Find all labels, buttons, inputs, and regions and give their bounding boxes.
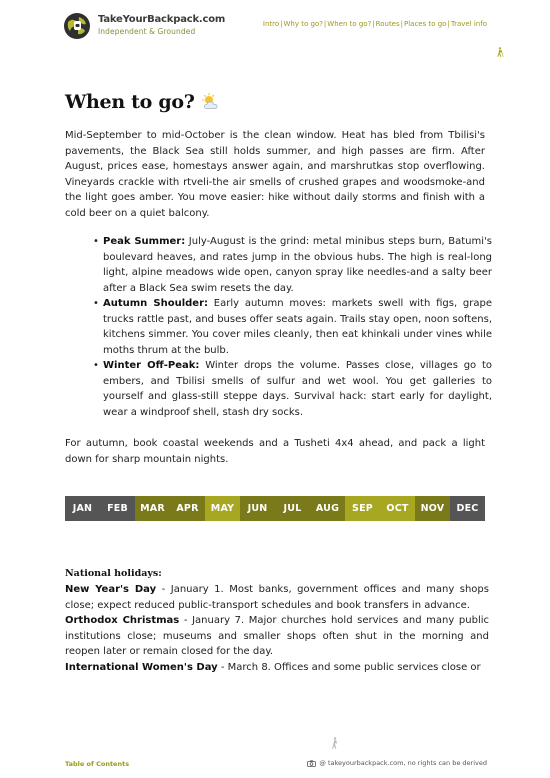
brand-tagline: Independent & Grounded — [98, 27, 196, 36]
holidays-list — [65, 582, 489, 675]
month-may: MAY — [205, 496, 240, 521]
month-strip — [65, 496, 485, 521]
month-jul: JUL — [275, 496, 310, 521]
month-jun: JUN — [240, 496, 275, 521]
list-item — [65, 660, 489, 676]
table-of-contents-link[interactable]: Table of Contents — [65, 760, 130, 768]
footer-copyright — [307, 759, 487, 767]
holidays-heading: National holidays: — [65, 568, 162, 579]
bullet: • — [93, 360, 99, 371]
hiker-icon — [495, 47, 505, 57]
season-text: Winter drops the volume. Passes close, villages go to embers, and Tbilisi smells of sulfur and wet wool. You get galleries to yourself and glass-still steppe days. Survival hack: start early for daylight, wear a windproof shell, stash dry socks. — [103, 360, 492, 418]
month-oct: OCT — [380, 496, 415, 521]
month-mar: MAR — [135, 496, 170, 521]
holiday-name: Orthodox Christmas — [65, 615, 180, 626]
list-item — [93, 358, 492, 420]
sun-behind-cloud-icon — [201, 93, 221, 111]
intro-paragraph: Mid-September to mid-October is the clean window. Heat has bled from Tbilisi's pavements, the Black Sea still holds summer, and high passes are firm. After August, prices ease, homestays answer again, and marshrutkas stop overflowing. Vineyards crackle with rtveli-the air smells of crushed grapes and woodsmoke-and the light goes amber. You move easier: hike without daily storms and finish with a cold beer on a quiet balcony. — [65, 130, 485, 219]
season-term: Winter Off-Peak: — [103, 360, 200, 371]
hiker-icon — [330, 737, 340, 749]
title-row — [65, 91, 221, 113]
month-apr: APR — [170, 496, 205, 521]
nav-separator: | — [372, 20, 375, 28]
copyright-text: @ takeyourbackpack.com, no rights can be derived — [319, 759, 487, 767]
month-jan: JAN — [65, 496, 100, 521]
holiday-text: - March 8. Offices and some public services close or — [217, 661, 481, 673]
list-item — [93, 234, 492, 296]
month-nov: NOV — [415, 496, 450, 521]
nav-separator: | — [447, 20, 450, 28]
page-title: When to go? — [65, 91, 195, 113]
nav-item-places-to-go[interactable]: Places to go — [404, 20, 447, 28]
season-term: Peak Summer: — [103, 236, 186, 247]
brand-name[interactable]: TakeYourBackpack.com — [98, 14, 226, 25]
nav-item-routes[interactable]: Routes — [375, 20, 400, 28]
month-dec: DEC — [450, 496, 485, 521]
month-feb: FEB — [100, 496, 135, 521]
nav-separator: | — [400, 20, 403, 28]
season-term: Autumn Shoulder: — [103, 298, 208, 309]
month-sep: SEP — [345, 496, 380, 521]
globe-backpack-logo-icon[interactable] — [63, 12, 91, 40]
autumn-note: For autumn, book coastal weekends and a Tusheti 4x4 ahead, and pack a light down for sharp mountain nights. — [65, 438, 485, 465]
holiday-name: International Women's Day — [65, 661, 218, 673]
month-aug: AUG — [310, 496, 345, 521]
nav-separator: | — [323, 20, 327, 28]
bullet: • — [93, 236, 99, 247]
bullet: • — [93, 298, 99, 309]
nav-item-travel-info[interactable]: Travel info — [450, 20, 487, 28]
nav-item-why-to-go[interactable]: Why to go? — [283, 20, 323, 28]
top-navigation — [263, 20, 487, 28]
nav-item-when-to-go[interactable]: When to go? — [327, 20, 372, 28]
holiday-name: New Year's Day — [65, 584, 157, 595]
camera-icon — [307, 760, 316, 767]
holiday-text: - January 7. Major churches hold services and many public institutions close; museums and smaller shops often shut in the morning and reopen later or remain closed for the day. — [65, 615, 489, 657]
seasons-list — [93, 234, 493, 420]
list-item — [93, 296, 493, 358]
holiday-text: - January 1. Most banks, government offices and many shops close; expect reduced public-transport schedules and book transfers in advance. — [65, 584, 489, 611]
nav-separator: | — [280, 20, 283, 28]
season-text: Early autumn moves: markets swell with figs, grape trucks rattle past, and buses offer seats again. Trails stay open, noon softens, kitchens simmer. You cover miles cleanly, then eat khinkali under vines while moths thrum at the bulb. — [103, 298, 493, 356]
nav-item-intro[interactable]: Intro — [262, 20, 280, 28]
season-text: July-August is the grind: metal minibus steps burn, Batumi's boulevard heaves, and rates jump in the obvious hubs. The high is real-long light, alpine meadows wide open, canyon spray like needles-and a salty beer after a Black Sea swim resets the day. — [103, 236, 492, 294]
list-item — [65, 613, 489, 660]
list-item — [65, 582, 489, 613]
